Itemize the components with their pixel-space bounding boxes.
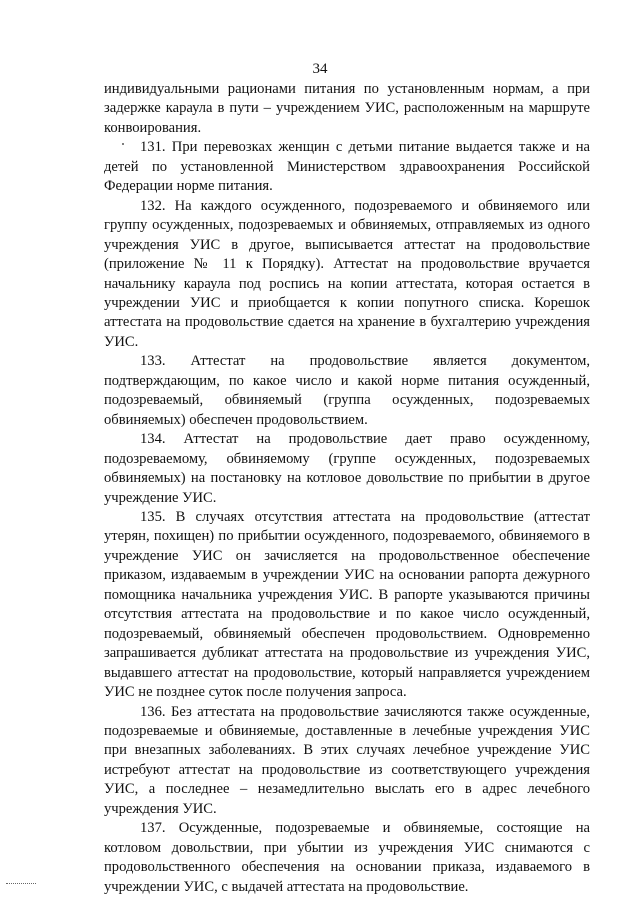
paragraph-134: 134. Аттестат на продовольствие дает право осужденному, подозреваемому, обвиняемому (группе осужденных, подозреваемых обвиняемых) на постановку на котловое довольствие по прибытии в другое учреждение УИС. (104, 431, 590, 506)
scan-artifact-line (6, 883, 36, 884)
page-number: 34 (312, 61, 328, 77)
paragraph-131: 131. При перевозках женщин с детьми питание выдается также и на детей по установленной Министерством здравоохранения Российской Федерации норме питания. (104, 139, 590, 195)
paragraph-132: 132. На каждого осужденного, подозреваемого и обвиняемого или группу осужденных, подозреваемых и обвиняемых, отправляемых из одного учреждения УИС в другое, выписывается аттестат на продовольствие (приложение № 11 к Порядку). Аттестат на продовольствие вручается начальнику караула под роспись на копии аттестата, которая остается в учреждении УИС и приобщается к копии попутного списка. Корешок аттестата на продовольствие сдается на хранение в бухгалтерию учреждения УИС. (104, 197, 590, 350)
paragraph-133: 133. Аттестат на продовольствие является документом, подтверждающим, по какое число и какой норме питания осужденный, подозреваемый, обвиняемый (группа осужденных, подозреваемых обвиняемых) обеспечен продовольствием. (104, 353, 590, 428)
paragraph-137: 137. Осужденные, подозреваемые и обвиняемые, состоящие на котловом довольствии, при убытии из учреждения УИС снимаются с продовольственного обеспечения на основании приказа, издаваемого в учреждении УИС, с выдачей аттестата на продовольствие. (104, 820, 590, 895)
paragraph-136: 136. Без аттестата на продовольствие зачисляются также осужденные, подозреваемые и обвиняемые, доставленные в лечебные учреждения УИС при внезапных заболеваниях. В этих случаях лечебное учреждение УИС истребуют аттестат на продовольствие из соответствующего учреждения УИС, а последнее – незамедлительно выслать его в адрес лечебного учреждения УИС. (104, 703, 590, 817)
paragraph-135: 135. В случаях отсутствия аттестата на продовольствие (аттестат утерян, похищен) по прибытии осужденного, подозреваемого, обвиняемого в учреждение УИС он зачисляется на продовольственное обеспечение приказом, издаваемым в учреждении УИС на основании рапорта дежурного помощника начальника учреждения УИС. В рапорте указываются причины отсутствия аттестата на продовольствие и по какое число осужденный, подозреваемый, обвиняемый обеспечен продовольствием. Одновременно запрашивается дубликат аттестата на продовольствие из учреждения УИС, выдавшего аттестат на продовольствие, который направляется учреждением УИС не позднее суток после получения запроса. (104, 508, 590, 701)
document-body (104, 80, 590, 897)
paragraph-continuation: индивидуальными рационами питания по установленным нормам, а при задержке караула в пути – учреждением УИС, расположенным на маршруте конвоирования. (104, 81, 590, 136)
